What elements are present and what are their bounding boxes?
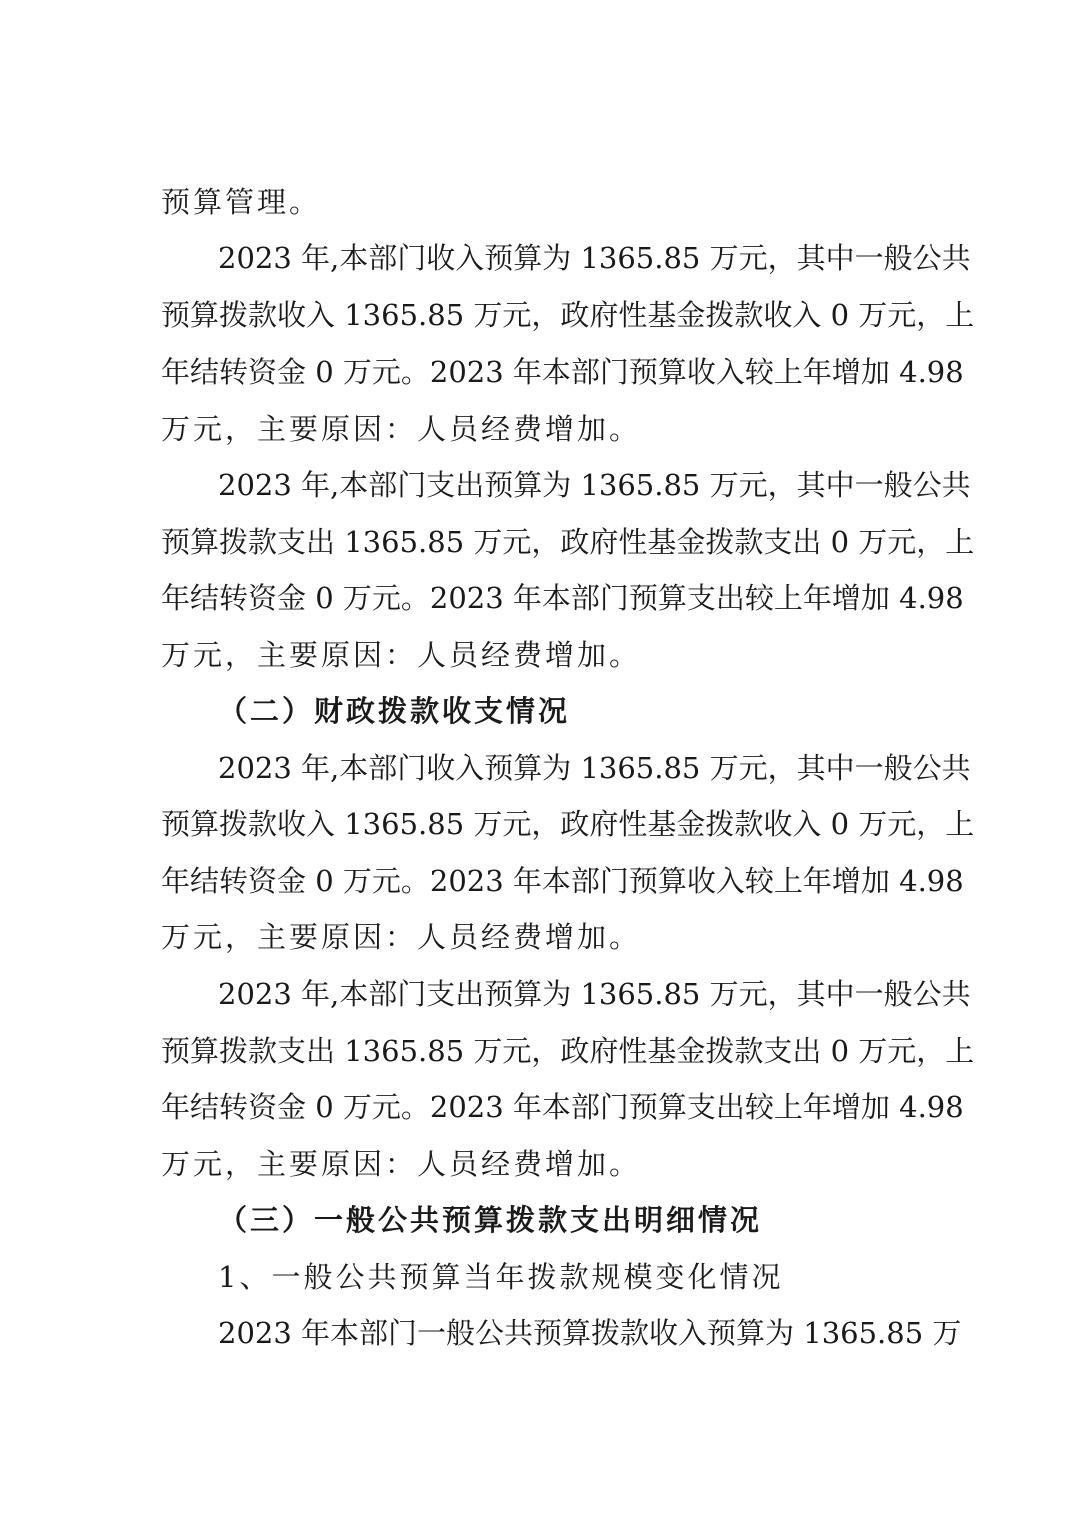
paragraph-line: 万元，主要原因：人员经费增加。 [161,638,642,672]
paragraph-line: 万元，主要原因：人员经费增加。 [161,1147,642,1181]
paragraph-line: 万元，主要原因：人员经费增加。 [161,920,642,954]
paragraph-line: 预算拨款收入 1365.85 万元，政府性基金拨款收入 0 万元，上 [161,807,975,841]
paragraph-line: 年结转资金 0 万元。2023 年本部门预算收入较上年增加 4.98 [161,355,964,389]
section-heading: （二）财政拨款收支情况 [218,694,571,728]
paragraph-line: 年结转资金 0 万元。2023 年本部门预算收入较上年增加 4.98 [161,864,964,898]
subsection-title: 1、一般公共预算当年拨款规模变化情况 [218,1260,784,1294]
paragraph-line: 2023 年本部门一般公共预算拨款收入预算为 1365.85 万 [218,1316,962,1350]
paragraph-line: 年结转资金 0 万元。2023 年本部门预算支出较上年增加 4.98 [161,1090,964,1124]
paragraph-line: 万元，主要原因：人员经费增加。 [161,412,642,446]
paragraph-line: 预算拨款支出 1365.85 万元，政府性基金拨款支出 0 万元，上 [161,1034,975,1068]
paragraph-line: 预算拨款支出 1365.85 万元，政府性基金拨款支出 0 万元，上 [161,525,975,559]
paragraph-line: 2023 年,本部门收入预算为 1365.85 万元，其中一般公共 [218,751,971,785]
section-heading: （三）一般公共预算拨款支出明细情况 [218,1203,763,1237]
paragraph-line: 2023 年,本部门收入预算为 1365.85 万元，其中一般公共 [218,241,971,275]
paragraph-line: 年结转资金 0 万元。2023 年本部门预算支出较上年增加 4.98 [161,581,964,615]
paragraph-line: 2023 年,本部门支出预算为 1365.85 万元，其中一般公共 [218,977,971,1011]
paragraph-line: 预算管理。 [161,185,322,219]
paragraph-line: 预算拨款收入 1365.85 万元，政府性基金拨款收入 0 万元，上 [161,298,975,332]
paragraph-line: 2023 年,本部门支出预算为 1365.85 万元，其中一般公共 [218,468,971,502]
